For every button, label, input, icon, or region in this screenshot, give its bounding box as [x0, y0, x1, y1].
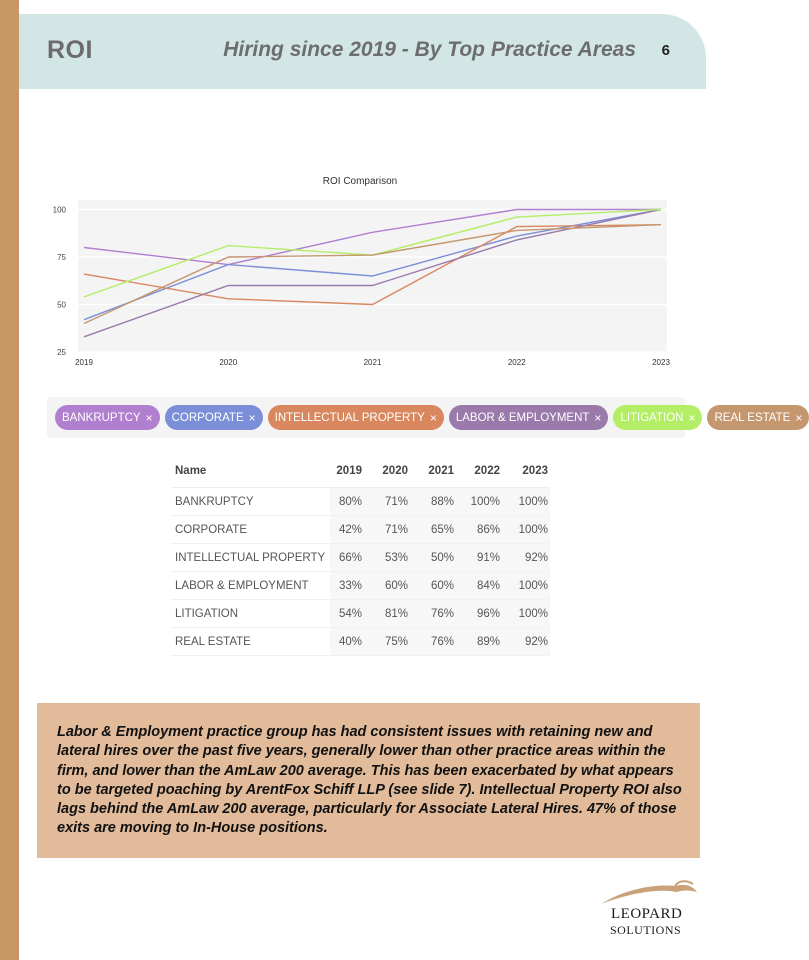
cell-2022: 84% — [462, 572, 508, 600]
cell-2019: 66% — [330, 544, 370, 572]
column-header-2019: 2019 — [330, 455, 370, 488]
x-tick-label: 2023 — [652, 358, 670, 367]
filter-chip[interactable] — [55, 405, 160, 430]
filter-chip[interactable] — [268, 405, 444, 430]
remove-chip-icon[interactable]: × — [594, 410, 602, 425]
row-name: BANKRUPTCY — [171, 488, 330, 516]
filter-chip-label: INTELLECTUAL PROPERTY — [274, 411, 425, 424]
cell-2020: 81% — [370, 600, 416, 628]
remove-chip-icon[interactable]: × — [145, 410, 153, 425]
row-name: LITIGATION — [171, 600, 330, 628]
row-name: CORPORATE — [171, 516, 330, 544]
filter-chip[interactable] — [613, 405, 702, 430]
filter-chip-label: CORPORATE — [171, 411, 244, 424]
page-number: 6 — [661, 42, 670, 59]
slide-title: ROI — [47, 36, 93, 64]
filter-chip-label: LITIGATION — [620, 411, 684, 424]
table-row — [171, 516, 550, 544]
y-tick-label: 75 — [57, 253, 66, 262]
cell-2022: 86% — [462, 516, 508, 544]
remove-chip-icon[interactable]: × — [795, 410, 803, 425]
column-header-name: Name — [171, 455, 330, 488]
cell-2021: 65% — [416, 516, 462, 544]
cell-2021: 50% — [416, 544, 462, 572]
insight-note — [37, 703, 700, 858]
cell-2021: 76% — [416, 600, 462, 628]
cell-2023: 100% — [508, 516, 550, 544]
insight-note-text: Labor & Employment practice group has had consistent issues with retaining new and lateral hires over the past five years, generally lower than other practice areas within the firm, and lower than the AmLaw 200 average. This has been exacerbated by what appears to be targeted poaching by ArentFox Schiff LLP (see slide 7). Intellectual Property ROI also lags behind the AmLaw 200 average, particularly for Associate Lateral Hires. 47% of those exits are moving to In-House positions. — [57, 724, 682, 837]
slide-header — [19, 14, 706, 89]
side-accent-bar — [0, 0, 19, 960]
cell-2023: 100% — [508, 600, 550, 628]
filter-chip-label: REAL ESTATE — [714, 411, 791, 424]
y-tick-label: 25 — [57, 348, 66, 357]
y-tick-label: 50 — [57, 300, 66, 310]
x-tick-label: 2020 — [219, 358, 238, 367]
table-header-row — [171, 455, 550, 488]
cell-2021: 60% — [416, 572, 462, 600]
cell-2023: 100% — [508, 572, 550, 600]
series-filter-chips — [47, 397, 803, 438]
filter-chip-label: LABOR & EMPLOYMENT — [455, 411, 590, 424]
cell-2019: 80% — [330, 488, 370, 516]
y-tick-label: 100 — [52, 205, 66, 215]
filter-chip[interactable] — [165, 405, 263, 430]
row-name: LABOR & EMPLOYMENT — [171, 572, 330, 600]
x-tick-label: 2021 — [363, 358, 382, 367]
cell-2022: 89% — [462, 628, 508, 656]
column-header-2021: 2021 — [416, 455, 462, 488]
x-tick-label: 2022 — [507, 358, 526, 367]
table-row — [171, 544, 550, 572]
logo-line-2: SOLUTIONS — [610, 923, 682, 937]
cell-2021: 88% — [416, 488, 462, 516]
filter-chip[interactable] — [707, 405, 809, 430]
cell-2022: 91% — [462, 544, 508, 572]
cell-2020: 71% — [370, 488, 416, 516]
filter-chip[interactable] — [449, 405, 609, 430]
cell-2020: 53% — [370, 544, 416, 572]
cell-2022: 100% — [462, 488, 508, 516]
chart-title: ROI Comparison — [322, 176, 398, 187]
cell-2023: 92% — [508, 544, 550, 572]
roi-line-chart — [40, 190, 680, 380]
cell-2019: 33% — [330, 572, 370, 600]
cell-2019: 54% — [330, 600, 370, 628]
cell-2023: 100% — [508, 488, 550, 516]
slide-subtitle: Hiring since 2019 - By Top Practice Areas — [223, 38, 636, 61]
filter-chip-label: BANKRUPTCY — [62, 411, 141, 424]
table-row — [171, 600, 550, 628]
cell-2019: 42% — [330, 516, 370, 544]
cell-2021: 76% — [416, 628, 462, 656]
cell-2023: 92% — [508, 628, 550, 656]
cell-2020: 71% — [370, 516, 416, 544]
leopard-solutions-logo — [597, 878, 701, 940]
leopard-swoosh-icon — [597, 878, 701, 908]
roi-table — [171, 455, 550, 656]
row-name: REAL ESTATE — [171, 628, 330, 656]
column-header-2020: 2020 — [370, 455, 416, 488]
logo-line-1: LEOPARD — [611, 906, 683, 922]
remove-chip-icon[interactable]: × — [429, 410, 437, 425]
cell-2020: 60% — [370, 572, 416, 600]
cell-2020: 75% — [370, 628, 416, 656]
table-row — [171, 488, 550, 516]
table-row — [171, 628, 550, 656]
x-tick-label: 2019 — [75, 358, 93, 367]
column-header-2023: 2023 — [508, 455, 550, 488]
row-name: INTELLECTUAL PROPERTY — [171, 544, 330, 572]
remove-chip-icon[interactable]: × — [248, 410, 256, 425]
table-row — [171, 572, 550, 600]
cell-2019: 40% — [330, 628, 370, 656]
remove-chip-icon[interactable]: × — [688, 410, 696, 425]
column-header-2022: 2022 — [462, 455, 508, 488]
cell-2022: 96% — [462, 600, 508, 628]
